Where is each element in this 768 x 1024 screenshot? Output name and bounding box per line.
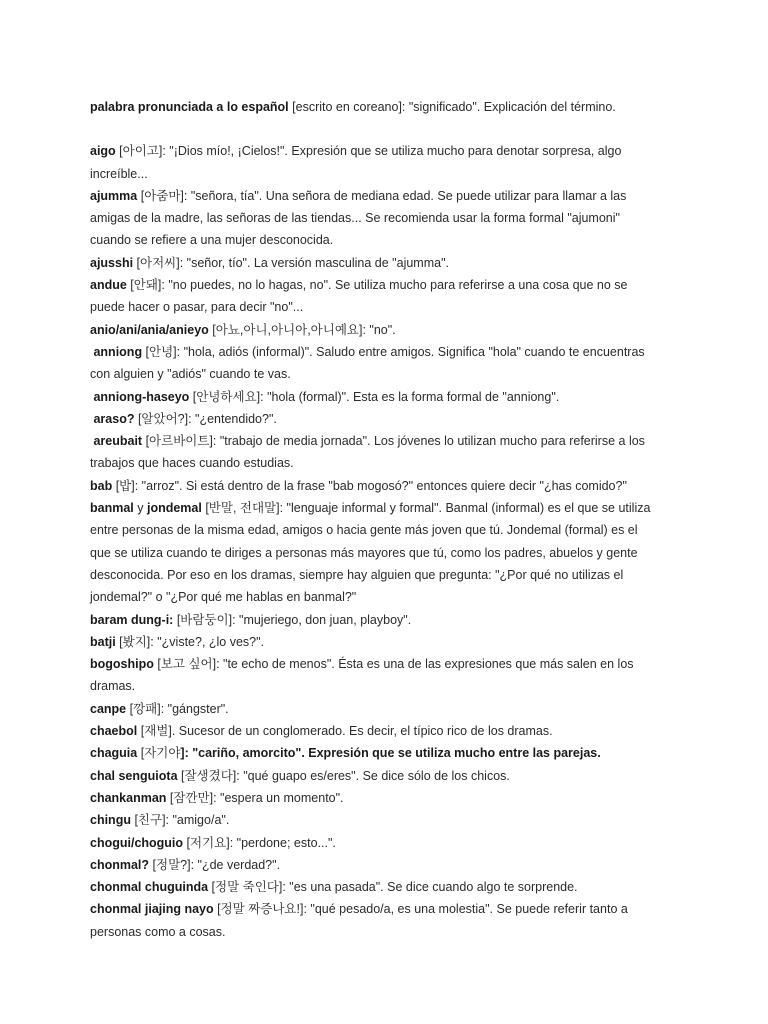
entry-term: araso? [90,411,135,426]
entry-term: chankanman [90,790,167,805]
entry-conjunction: y [133,501,147,516]
entry-term: chonmal chuguinda [90,880,209,895]
entry-term: anniong [90,344,143,359]
entry-term: baram dung-i: [90,612,174,627]
entry-andue [90,274,660,319]
entry-term: areubait [90,434,143,449]
entry-canpe [90,698,660,720]
entry-definition: [밥]: "arroz". Si está dentro de la frase "bab mogosó?" entonces quiere decir "¿has comido?" [112,478,627,493]
entry-ajumma [90,185,660,252]
entry-anniong-haseyo [90,386,660,408]
entry-definition: [봤지]: "¿viste?, ¿lo ves?". [115,634,265,649]
entry-definition: [저기요]: "perdone; esto...". [183,835,336,850]
entry-definition: [아저씨]: "señor, tío". La versión masculina de "ajumma". [133,255,449,270]
entry-term: chaebol [90,724,138,739]
entry-term: chingu [90,813,131,828]
entry-definition: [정말 짜증나요!]: "qué pesado/a, es una molestia". Se puede referir tanto a personas como a cosas. [90,902,628,939]
entry-definition: [안녕하세요]: "hola (formal)". Esta es la forma formal de "anniong". [189,389,560,404]
entry-chonmal [90,854,660,876]
entry-term: chaguia [90,746,138,761]
entry-definition: [재벌]. Sucesor de un conglomerado. Es decir, el típico rico de los dramas. [137,724,553,739]
entry-term: anniong-haseyo [90,389,190,404]
entry-term: batji [90,634,116,649]
entry-term: andue [90,278,127,293]
entry-definition: [정말?]: "¿de verdad?". [149,857,281,872]
entry-bab [90,475,660,497]
entry-term: chogui/choguio [90,835,184,850]
entry-definition: [잠깐만]: "espera un momento". [166,790,344,805]
entry-definition: [친구]: "amigo/a". [130,813,230,828]
entry-aigo [90,140,660,185]
entry-chonmal-jiajing-nayo [90,898,660,943]
entry-chingu [90,809,660,831]
entry-batji [90,631,660,653]
entry-term: chonmal jiajing nayo [90,902,214,917]
entry-term: canpe [90,701,127,716]
entry-definition: [아뇨,아니,아니아,아니예요]: "no". [208,322,396,337]
entry-term: ajusshi [90,255,134,270]
entry-definition: [정말 죽인다]: "es una pasada". Se dice cuando algo te sorprende. [208,880,578,895]
entry-definition: [보고 싶어]: "te echo de menos". Ésta es una de las expresiones que más salen en los dramas. [90,657,634,694]
entry-chaguia [90,742,660,764]
entry-baram-dung-i [90,609,660,631]
entry-ajusshi [90,252,660,274]
entry-definition: [안녕]: "hola, adiós (informal)". Saludo entre amigos. Significa "hola" cuando te encuentras con alguien y "adiós" cuando te vas. [90,344,645,382]
entry-definition: [깡패]: "gángster". [126,701,229,716]
document-body [90,96,660,943]
entry-areubait [90,430,660,475]
entry-chonmal-chuguinda [90,876,660,898]
entry-term: aigo [90,144,116,159]
entry-chankanman [90,787,660,809]
entry-definition-bold: ]: "cariño, amorcito". Expresión que se utiliza mucho entre las parejas. [180,746,601,761]
entry-chal-senguiota [90,765,660,787]
legend-line [90,96,660,118]
entry-anniong [90,341,660,386]
entry-araso [90,408,660,430]
entry-bogoshipo [90,653,660,698]
entry-definition: [알았어?]: "¿entendido?". [134,411,277,426]
entry-definition: [자기야 [137,746,181,761]
entry-definition: [아이고]: "¡Dios mío!, ¡Cielos!". Expresión que se utiliza mucho para denotar sorpresa, algo increíble... [90,144,622,181]
entry-term: bogoshipo [90,657,154,672]
entry-term: ajumma [90,188,138,203]
entry-banmal [90,497,660,608]
entry-chaebol [90,720,660,742]
entry-chogui [90,832,660,854]
legend-text: [escrito en coreano]: "significado". Explicación del término. [288,100,616,114]
entry-term: banmal [90,501,134,516]
entry-definition: [아르바이트]: "trabajo de media jornada". Los jóvenes lo utilizan mucho para referirse a los trabajos que haces cuando estudias. [90,434,645,471]
legend-term: palabra pronunciada a lo español [90,100,289,114]
entry-definition: [아줌마]: "señora, tía". Una señora de mediana edad. Se puede utilizar para llamar a las amigas de la madre, las señoras de las tiendas... Se recomienda usar la forma formal "ajumoni" cuando se refiere a una mujer desconocida. [90,188,627,248]
entry-definition: [반말, 전대말]: "lenguaje informal y formal". Banmal (informal) es el que se utiliza entre personas de la misma edad, amigos o hacia gente más joven que tú. Jondemal (formal) es el que se utiliza cuando te diriges a personas más mayores que tú, como los padres, abuelos y gente desconocida. Por eso en los dramas, siempre hay alguien que pregunta: "¿Por qué no utilizas el jondemal?" o "¿Por qué me hablas en banmal?" [90,501,651,605]
entry-anio [90,319,660,341]
entry-definition: [안돼]: "no puedes, no lo hagas, no". Se utiliza mucho para referirse a una cosa que no se puede hacer o pasar, para decir "no"... [90,278,628,315]
entry-term: jondemal [146,501,202,516]
entry-definition: [잘생겼다]: "qué guapo es/eres". Se dice sólo de los chicos. [177,768,510,783]
entry-term: bab [90,478,113,493]
entry-term: chonmal? [90,857,150,872]
entry-term: anio/ani/ania/anieyo [90,322,209,337]
entry-term: chal senguiota [90,768,178,783]
entry-definition: [바람둥이]: "mujeriego, don juan, playboy". [173,612,412,627]
